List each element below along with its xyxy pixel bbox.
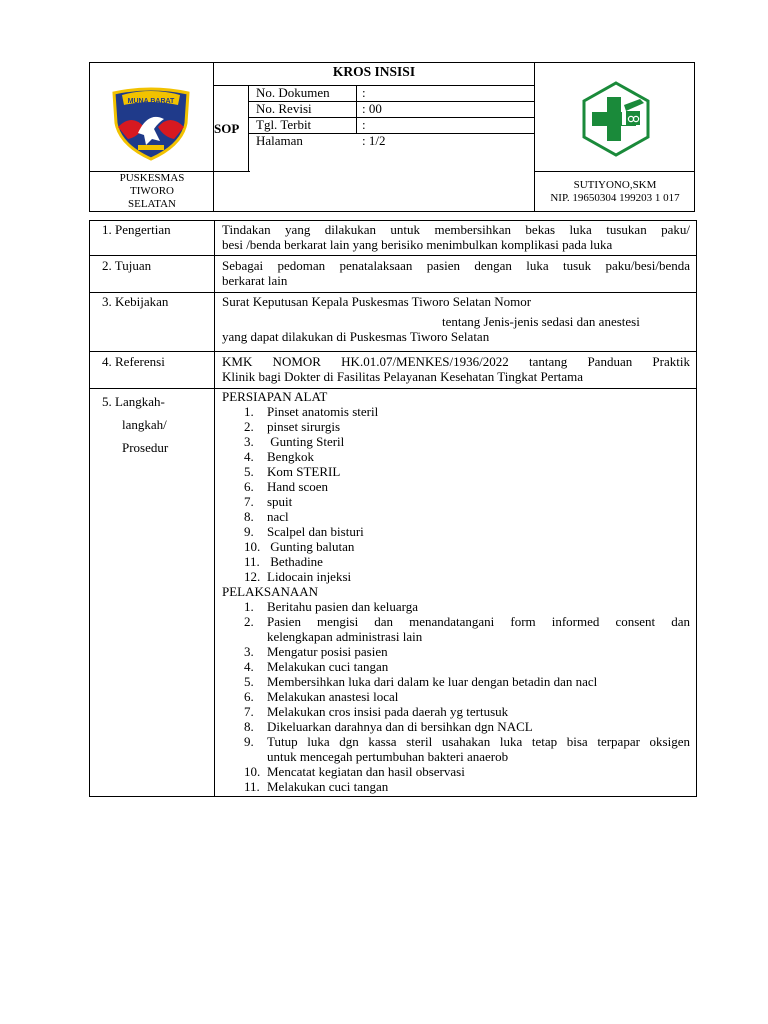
list-item-number: 7. bbox=[244, 704, 254, 719]
list-item-text: Gunting Steril bbox=[267, 434, 345, 449]
list-item-text-continued: untuk mencegah pertumbuhan bakteri anaerob bbox=[267, 749, 509, 764]
list-item-text: Pinset anatomis steril bbox=[267, 404, 379, 419]
sop-label: SOP bbox=[214, 121, 240, 136]
list-item bbox=[222, 734, 690, 764]
list-item bbox=[222, 704, 690, 719]
signer-block bbox=[534, 179, 696, 205]
org-line: TIWORO bbox=[130, 185, 174, 197]
list-item bbox=[222, 764, 690, 779]
list-item-number: 3. bbox=[244, 644, 254, 659]
list-item bbox=[222, 479, 690, 494]
content-line: tentang Jenis-jenis sedasi dan anestesi bbox=[442, 314, 640, 329]
meta-value: : bbox=[362, 117, 366, 132]
emblem-banner-text: MUNA BARAT bbox=[127, 98, 175, 105]
list-item bbox=[222, 449, 690, 464]
list-item-text: Beritahu pasien dan keluarga bbox=[267, 599, 419, 614]
list-item-text: Scalpel dan bisturi bbox=[267, 524, 364, 539]
list-item-text: nacl bbox=[267, 509, 289, 524]
organization-name bbox=[90, 172, 214, 211]
signer-nip: NIP. 19650304 199203 1 017 bbox=[550, 192, 680, 204]
list-item bbox=[222, 719, 690, 734]
list-item-number: 3. bbox=[244, 434, 254, 449]
content-line: Tindakan yang dilakukan untuk membersihkan bekas luka tusukan paku/ bbox=[222, 222, 690, 237]
list-item-text: Melakukan cuci tangan bbox=[267, 659, 389, 674]
list-item bbox=[222, 434, 690, 449]
list-item-text: Bengkok bbox=[267, 449, 314, 464]
list-item-number: 11. bbox=[244, 779, 260, 794]
list-item bbox=[222, 509, 690, 524]
list-item bbox=[222, 599, 690, 614]
list-item-number: 12. bbox=[244, 569, 261, 584]
section-content-kebijakan bbox=[222, 294, 690, 344]
list-item-text: Kom STERIL bbox=[267, 464, 341, 479]
list-item-text: Melakukan cros insisi pada daerah yg tertusuk bbox=[267, 704, 509, 719]
list-item-number: 11. bbox=[244, 554, 260, 569]
section-label-pengertian: 1. Pengertian bbox=[102, 222, 171, 237]
list-item-number: 4. bbox=[244, 449, 254, 464]
list-item-text: Melakukan anastesi local bbox=[267, 689, 399, 704]
list-item bbox=[222, 419, 690, 434]
meta-key: Tgl. Terbit bbox=[256, 117, 312, 132]
list-item-number: 1. bbox=[244, 599, 254, 614]
meta-row-tgl-terbit bbox=[250, 117, 534, 133]
list-item bbox=[222, 689, 690, 704]
list-item bbox=[222, 524, 690, 539]
meta-value: : bbox=[362, 85, 366, 100]
list-item bbox=[222, 539, 690, 554]
list-item-text: Mengatur posisi pasien bbox=[267, 644, 388, 659]
section-content-pengertian bbox=[222, 222, 690, 252]
list-item-number: 10. bbox=[244, 764, 261, 779]
document-title: KROS INSISI bbox=[332, 64, 416, 79]
label-line: Prosedur bbox=[122, 440, 169, 455]
meta-key: No. Revisi bbox=[256, 101, 312, 116]
sop-content-table bbox=[89, 220, 697, 797]
meta-row-no-revisi bbox=[250, 101, 534, 117]
sop-header-table bbox=[89, 62, 695, 212]
list-item-text: Bethadine bbox=[267, 554, 323, 569]
list-item-number: 2. bbox=[244, 419, 254, 434]
org-line: SELATAN bbox=[127, 198, 176, 210]
list-item bbox=[222, 659, 690, 674]
list-item-text: Hand scoen bbox=[267, 479, 329, 494]
persiapan-heading: PERSIAPAN ALAT bbox=[222, 389, 328, 404]
list-item-text: Lidocain injeksi bbox=[267, 569, 352, 584]
content-line: Surat Keputusan Kepala Puskesmas Tiworo Selatan Nomor bbox=[222, 294, 532, 309]
muna-barat-emblem-icon bbox=[108, 83, 194, 161]
list-item-number: 1. bbox=[244, 404, 254, 419]
list-item bbox=[222, 674, 690, 689]
section-label-tujuan: 2. Tujuan bbox=[102, 258, 152, 273]
list-item-number: 4. bbox=[244, 659, 254, 674]
list-item-number: 8. bbox=[244, 719, 254, 734]
list-item-text: spuit bbox=[267, 494, 293, 509]
content-line: KMK NOMOR HK.01.07/MENKES/1936/2022 tantang Panduan Praktik bbox=[222, 354, 690, 369]
section-label-referensi: 4. Referensi bbox=[102, 354, 165, 369]
list-item-text: Pasien mengisi dan menandatangani form informed consent dan bbox=[267, 614, 690, 629]
list-item bbox=[222, 404, 690, 419]
content-line: Klinik bagi Dokter di Fasilitas Pelayanan Kesehatan Tingkat Pertama bbox=[222, 369, 584, 384]
pelaksanaan-heading: PELAKSANAAN bbox=[222, 584, 319, 599]
content-line: yang dapat dilakukan di Puskesmas Tiworo Selatan bbox=[222, 329, 490, 344]
list-item-text: Gunting balutan bbox=[267, 539, 355, 554]
meta-key: Halaman bbox=[256, 133, 303, 148]
list-item bbox=[222, 644, 690, 659]
list-item bbox=[222, 494, 690, 509]
section-content-tujuan bbox=[222, 258, 690, 288]
org-line: PUSKESMAS bbox=[119, 172, 185, 184]
list-item-number: 5. bbox=[244, 674, 254, 689]
section-label-kebijakan: 3. Kebijakan bbox=[102, 294, 169, 309]
label-line: langkah/ bbox=[122, 417, 167, 432]
meta-row-no-dokumen bbox=[250, 85, 534, 101]
meta-value: : 1/2 bbox=[362, 133, 386, 148]
list-item-text: Tutup luka dgn kassa steril usahakan luka tetap bisa terpapar oksigen bbox=[267, 734, 690, 749]
list-item-number: 7. bbox=[244, 494, 254, 509]
pelaksanaan-list bbox=[222, 599, 690, 794]
list-item-number: 9. bbox=[244, 524, 254, 539]
meta-key: No. Dokumen bbox=[256, 85, 330, 100]
list-item-number: 10. bbox=[244, 539, 261, 554]
list-item-text: pinset sirurgis bbox=[267, 419, 341, 434]
content-line: berkarat lain bbox=[222, 273, 288, 288]
list-item bbox=[222, 569, 690, 584]
list-item bbox=[222, 554, 690, 569]
list-item-text: Mencatat kegiatan dan hasil observasi bbox=[267, 764, 465, 779]
meta-value: : 00 bbox=[362, 101, 382, 116]
list-item-number: 9. bbox=[244, 734, 254, 749]
list-item-number: 2. bbox=[244, 614, 254, 629]
section-label-prosedur bbox=[102, 390, 168, 459]
meta-row-halaman bbox=[250, 133, 534, 149]
list-item bbox=[222, 614, 690, 644]
label-line: 5. Langkah- bbox=[102, 394, 165, 409]
list-item-number: 5. bbox=[244, 464, 254, 479]
list-item-number: 8. bbox=[244, 509, 254, 524]
puskesmas-logo-icon bbox=[580, 81, 652, 157]
signer-name: SUTIYONO,SKM bbox=[573, 179, 657, 191]
list-item-number: 6. bbox=[244, 479, 254, 494]
content-line: besi /benda berkarat lain yang berisiko menimbulkan komplikasi pada luka bbox=[222, 237, 613, 252]
list-item-text-continued: kelengkapan administrasi lain bbox=[267, 629, 423, 644]
section-content-prosedur bbox=[222, 389, 690, 794]
content-line: Sebagai pedoman penatalaksaan pasien dengan luka tusuk paku/besi/benda bbox=[222, 258, 690, 273]
list-item-text: Membersihkan luka dari dalam ke luar dengan betadin dan nacl bbox=[267, 674, 598, 689]
list-item-text: Melakukan cuci tangan bbox=[267, 779, 389, 794]
persiapan-alat-list bbox=[222, 404, 690, 584]
list-item bbox=[222, 464, 690, 479]
section-content-referensi bbox=[222, 354, 690, 384]
list-item-text: Dikeluarkan darahnya dan di bersihkan dgn NACL bbox=[267, 719, 533, 734]
list-item-number: 6. bbox=[244, 689, 254, 704]
list-item bbox=[222, 779, 690, 794]
